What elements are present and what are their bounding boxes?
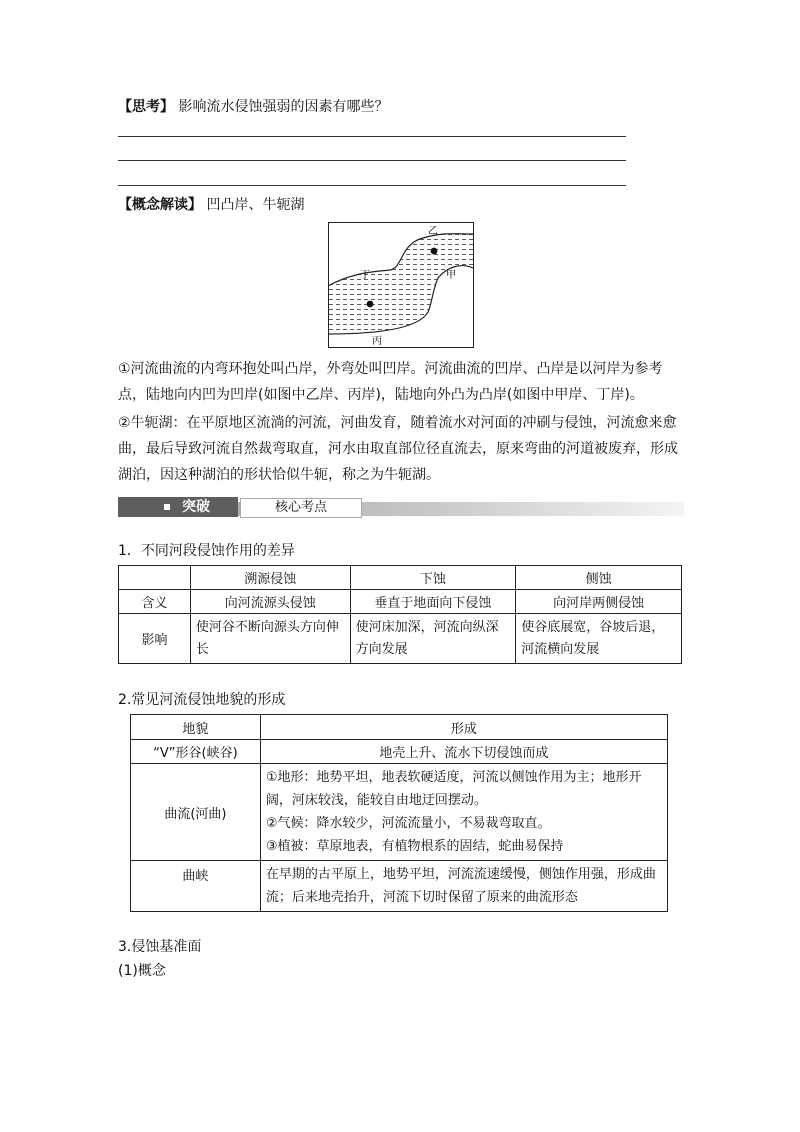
concept-label: 【概念解读】 [118, 197, 202, 213]
think-line [118, 97, 388, 117]
table-cell: 含义 [119, 590, 191, 614]
landform-table [130, 714, 668, 912]
banner-left-label: 突破 [182, 499, 210, 515]
banner-dark-block [118, 497, 238, 517]
paragraph-concave-convex: ①河流曲流的内弯环抱处叫凸岸，外弯处叫凹岸。河流曲流的凹岸、凸岸是以河岸为参考点，陆地向内凹为凹岸(如图中乙岸、丙岸)，陆地向外凸为凸岸(如图中甲岸、丁岸)。 [118, 361, 663, 403]
table-cell: 影响 [119, 614, 191, 664]
table1-header-cell [119, 566, 191, 590]
section2-title: 2.常见河流侵蚀地貌的形成 [118, 692, 286, 708]
answer-line-3 [118, 185, 626, 186]
cell-line: ②气候：降水较少，河流流量小，不易裁弯取直。 [265, 816, 551, 831]
table2-header-cell: 地貌 [131, 715, 261, 740]
table-cell: “V”形谷(峡谷) [131, 740, 261, 764]
table-cell: 使河床加深，河流向纵深方向发展 [350, 614, 516, 664]
table-row [131, 861, 668, 912]
table1-header-cell: 溯源侵蚀 [190, 566, 350, 590]
label-yi: 乙 [428, 226, 438, 237]
section-banner [118, 497, 684, 519]
label-jia: 甲 [446, 270, 456, 281]
table-cell: 向河岸两侧侵蚀 [516, 590, 682, 614]
think-question: 影响流水侵蚀强弱的因素有哪些？ [178, 99, 389, 115]
table-cell: 使河谷不断向源头方向伸长 [190, 614, 350, 664]
answer-line-1 [118, 136, 626, 137]
table2-header-row [131, 715, 668, 740]
label-ding: 丁 [360, 270, 370, 281]
section3-title: 3.侵蚀基准面 [118, 939, 202, 955]
table-cell [260, 764, 667, 861]
meander-diagram [328, 222, 474, 348]
table-cell: 在早期的古平原上，地势平坦，河流流速缓慢，侧蚀作用强，形成曲流；后来地壳抬升，河流下切时保留了原来的曲流形态 [260, 861, 667, 912]
table-cell: 向河流源头侵蚀 [190, 590, 350, 614]
table1-header-row [119, 566, 682, 590]
table-row [131, 740, 668, 764]
think-label: 【思考】 [118, 99, 174, 115]
point-yi [431, 248, 438, 255]
table-cell: 垂直于地面向下侵蚀 [350, 590, 516, 614]
banner-right-label: 核心考点 [240, 498, 362, 518]
table1-header-cell: 侧蚀 [516, 566, 682, 590]
concept-line [118, 195, 304, 215]
table-cell: 曲峡 [131, 861, 261, 912]
cell-line: ①地形：地势平坦，地表软硬适度，河流以侧蚀作用为主；地形开阔，河床较浅，能较自由地迂回摆动。 [265, 770, 642, 808]
table-row [119, 614, 682, 664]
point-bing [367, 301, 374, 308]
table-row [131, 764, 668, 861]
table2-header-cell: 形成 [260, 715, 667, 740]
section1-title: 1．不同河段侵蚀作用的差异 [118, 543, 295, 559]
section3-subtitle: (1)概念 [118, 963, 166, 979]
cell-line: ③植被：草原地表，有植物根系的固结，蛇曲易保持 [265, 839, 564, 854]
table-cell: 地壳上升、流水下切侵蚀而成 [260, 740, 667, 764]
paragraph-oxbow-lake: ②牛轭湖：在平原地区流淌的河流，河曲发育，随着流水对河面的冲刷与侵蚀，河流愈来愈曲，最后导致河流自然裁弯取直，河水由取直部位径直流去，原来弯曲的河道被废弃，形成湖泊，因这种湖泊的形状恰似牛轭，称之为牛轭湖。 [118, 415, 678, 483]
concept-topic: 凹凸岸、牛轭湖 [206, 197, 305, 213]
answer-line-2 [118, 160, 626, 161]
table-cell: 曲流(河曲) [131, 764, 261, 861]
table-cell: 使谷底展宽，谷坡后退，河流横向发展 [516, 614, 682, 664]
label-bing: 丙 [372, 336, 382, 347]
banner-square-icon [164, 504, 170, 510]
erosion-comparison-table [118, 565, 682, 664]
table-row [119, 590, 682, 614]
table1-header-cell: 下蚀 [350, 566, 516, 590]
